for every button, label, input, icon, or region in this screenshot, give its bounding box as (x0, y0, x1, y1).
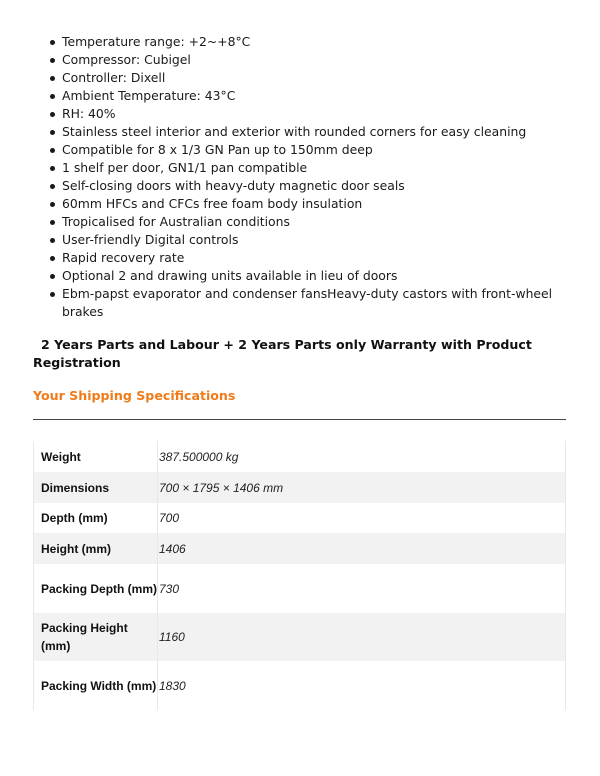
spec-label: Packing Height (mm) (34, 613, 158, 661)
spec-label: Height (mm) (34, 533, 158, 564)
feature-item: Stainless steel interior and exterior with rounded corners for easy cleaning (33, 123, 553, 141)
table-row (34, 472, 566, 503)
feature-item: 1 shelf per door, GN1/1 pan compatible (33, 159, 553, 177)
spec-value: 700 × 1795 × 1406 mm (158, 472, 566, 503)
spec-label: Dimensions (34, 472, 158, 503)
feature-item: Rapid recovery rate (33, 249, 553, 267)
table-row (34, 533, 566, 564)
feature-item: RH: 40% (33, 105, 553, 123)
feature-list (33, 33, 553, 321)
feature-item: Temperature range: +2~+8°C (33, 33, 553, 51)
feature-item: Self-closing doors with heavy-duty magnetic door seals (33, 177, 553, 195)
warranty-statement (33, 336, 533, 372)
table-row (34, 613, 566, 661)
spec-label: Weight (34, 441, 158, 472)
feature-item: Compatible for 8 x 1/3 GN Pan up to 150mm deep (33, 141, 553, 159)
section-divider (33, 419, 566, 420)
shipping-spec-table (33, 441, 566, 710)
warranty-text: 2 Years Parts and Labour + 2 Years Parts only Warranty with Product Registration (33, 337, 532, 370)
feature-item: User-friendly Digital controls (33, 231, 553, 249)
feature-item: Ambient Temperature: 43°C (33, 87, 553, 105)
spec-value: 1830 (158, 661, 566, 710)
spec-value: 1406 (158, 533, 566, 564)
feature-item: 60mm HFCs and CFCs free foam body insulation (33, 195, 553, 213)
table-row (34, 503, 566, 533)
table-row (34, 441, 566, 472)
feature-item: Controller: Dixell (33, 69, 553, 87)
table-row (34, 564, 566, 613)
spec-label: Packing Width (mm) (34, 661, 158, 710)
spec-label: Depth (mm) (34, 503, 158, 533)
feature-item: Compressor: Cubigel (33, 51, 553, 69)
spec-label: Packing Depth (mm) (34, 564, 158, 613)
spec-value: 387.500000 kg (158, 441, 566, 472)
shipping-specifications-heading: Your Shipping Specifications (33, 388, 236, 403)
feature-item: Optional 2 and drawing units available in lieu of doors (33, 267, 553, 285)
table-row (34, 661, 566, 710)
spec-value: 700 (158, 503, 566, 533)
spec-value: 1160 (158, 613, 566, 661)
spec-value: 730 (158, 564, 566, 613)
feature-item: Ebm-papst evaporator and condenser fansHeavy-duty castors with front-wheel brakes (33, 285, 553, 321)
feature-item: Tropicalised for Australian conditions (33, 213, 553, 231)
